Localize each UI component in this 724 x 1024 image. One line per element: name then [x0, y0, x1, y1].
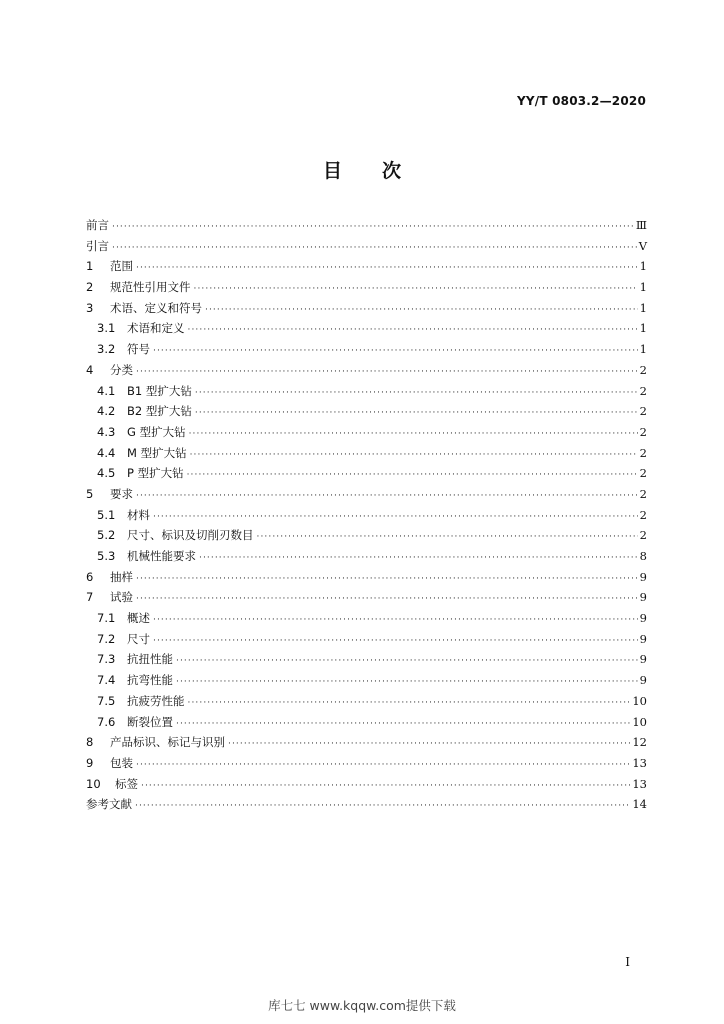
toc-entry[interactable] [86, 215, 647, 236]
toc-entry-page: V [638, 238, 647, 253]
toc-entry-number: 7 [86, 590, 94, 605]
toc-entry-number: 7.6 [97, 714, 116, 729]
toc-entry-number: 8 [86, 735, 94, 750]
dot-leader [153, 610, 638, 631]
toc-entry-page: 2 [639, 445, 647, 460]
dot-leader [136, 362, 638, 383]
toc-entry-number: 9 [86, 755, 94, 770]
dot-leader [228, 734, 630, 755]
toc-entry-label: 包装 [110, 755, 133, 770]
toc-entry[interactable] [86, 277, 647, 298]
toc-entry[interactable] [86, 753, 647, 774]
toc-entry-page: 9 [639, 673, 647, 688]
toc-entry-label: 断裂位置 [127, 714, 173, 729]
toc-entry-page: 1 [639, 300, 647, 315]
dot-leader [194, 279, 638, 300]
toc-entry[interactable] [86, 236, 647, 257]
toc-entry-number: 4 [86, 362, 94, 377]
toc-entry[interactable] [86, 401, 647, 422]
toc-entry-number: 3.2 [97, 342, 116, 357]
toc-entry-label: 分类 [110, 362, 133, 377]
toc-entry[interactable] [86, 298, 647, 319]
toc-entry-number: 2 [86, 280, 94, 295]
dot-leader [176, 672, 638, 693]
dot-leader [153, 631, 638, 652]
toc-entry-page: 1 [639, 342, 647, 357]
dot-leader [141, 776, 630, 797]
toc-entry-number: 4.4 [97, 445, 116, 460]
toc-entry-label: 术语、定义和符号 [110, 300, 202, 315]
toc-entry[interactable] [86, 794, 647, 815]
toc-entry[interactable] [86, 256, 647, 277]
dot-leader [188, 693, 631, 714]
toc-entry[interactable] [86, 649, 647, 670]
toc-entry[interactable] [86, 670, 647, 691]
dot-leader [176, 651, 638, 672]
dot-leader [195, 403, 638, 424]
toc-entry-page: 9 [639, 631, 647, 646]
toc-entry-label: 产品标识、标记与识别 [110, 735, 225, 750]
toc-entry[interactable] [86, 484, 647, 505]
toc-entry-number: 7.5 [97, 693, 116, 708]
toc-entry-label: 试验 [110, 590, 133, 605]
dot-leader [205, 300, 638, 321]
toc-entry-number: 7.4 [97, 673, 116, 688]
toc-entry-page: 9 [639, 652, 647, 667]
standard-code: YY/T 0803.2—2020 [516, 94, 646, 108]
toc-entry-page: 13 [632, 755, 647, 770]
toc-entry-number: 4.5 [97, 466, 116, 481]
dot-leader [136, 755, 630, 776]
dot-leader [136, 486, 638, 507]
toc-entry-label: 前言 [86, 218, 109, 232]
toc-entry-number: 4.2 [97, 404, 116, 419]
toc-entry-page: 9 [639, 569, 647, 584]
toc-entry[interactable] [86, 567, 647, 588]
toc-entry-page: 1 [639, 280, 647, 295]
toc-entry-number: 5.3 [97, 549, 116, 563]
toc-entry-page: 2 [639, 424, 647, 439]
toc-entry-page: 10 [632, 714, 647, 729]
toc-entry-page: 13 [632, 776, 647, 791]
dot-leader [136, 569, 638, 590]
toc-entry-label: 抽样 [110, 569, 133, 584]
toc-entry[interactable] [86, 691, 647, 712]
toc-entry-number: 3.1 [97, 321, 116, 336]
toc-entry-label: 尺寸 [127, 631, 150, 646]
toc-entry-page: 14 [632, 797, 647, 812]
toc-entry-page: Ⅲ [635, 218, 647, 232]
toc-entry[interactable] [86, 546, 647, 567]
dot-leader [199, 548, 638, 569]
dot-leader [189, 424, 638, 445]
toc-entry[interactable] [86, 339, 647, 360]
toc-entry[interactable] [86, 774, 647, 795]
dot-leader [136, 258, 638, 279]
toc-entry-page: 8 [639, 549, 647, 563]
page-number: I [625, 955, 630, 969]
toc-entry[interactable] [86, 629, 647, 650]
toc-entry-number: 10 [86, 776, 101, 791]
toc-entry-number: 7.1 [97, 611, 116, 626]
toc-entry[interactable] [86, 463, 647, 484]
toc-entry-page: 2 [639, 486, 647, 501]
toc-entry[interactable] [86, 318, 647, 339]
download-watermark: 库七七 www.kqqw.com提供下载 [268, 998, 456, 1013]
dot-leader [176, 714, 630, 735]
toc-entry-page: 2 [639, 466, 647, 481]
dot-leader [153, 341, 638, 362]
dot-leader [190, 445, 638, 466]
toc-entry[interactable] [86, 712, 647, 733]
toc-entry-label: 要求 [110, 486, 133, 501]
toc-entry[interactable] [86, 443, 647, 464]
toc-entry-number: 7.3 [97, 652, 116, 667]
toc-entry-number: 5.2 [97, 528, 116, 543]
toc-entry-label: P 型扩大钻 [127, 466, 184, 481]
toc-entry-label: 抗扭性能 [127, 652, 173, 667]
toc-entry-page: 2 [639, 528, 647, 543]
toc-entry-number: 7.2 [97, 631, 116, 646]
toc-entry[interactable] [86, 381, 647, 402]
toc-entry-label: 规范性引用文件 [110, 280, 191, 295]
toc-list [86, 215, 647, 815]
toc-entry-label: 符号 [127, 342, 150, 357]
toc-entry[interactable] [86, 525, 647, 546]
toc-entry[interactable] [86, 505, 647, 526]
dot-leader [187, 465, 638, 486]
toc-entry-label: G 型扩大钻 [127, 424, 186, 439]
dot-leader [112, 217, 634, 238]
toc-entry-page: 2 [639, 362, 647, 377]
toc-entry-label: 抗弯性能 [127, 673, 173, 688]
toc-entry-page: 2 [639, 507, 647, 522]
dot-leader [195, 383, 638, 404]
toc-entry-page: 10 [632, 693, 647, 708]
toc-entry-number: 5.1 [97, 507, 116, 522]
toc-entry-page: 1 [639, 259, 647, 274]
toc-entry-label: 尺寸、标识及切削刃数目 [127, 528, 254, 543]
toc-entry[interactable] [86, 360, 647, 381]
dot-leader [112, 238, 637, 259]
toc-entry-page: 12 [632, 735, 647, 750]
toc-entry-number: 6 [86, 569, 94, 584]
toc-entry-label: 标签 [115, 776, 138, 791]
toc-entry-page: 9 [639, 611, 647, 626]
toc-entry-label: B2 型扩大钻 [127, 404, 192, 419]
toc-title-char-2: 次 [382, 160, 402, 182]
toc-entry-page: 2 [639, 383, 647, 398]
toc-entry-label: 范围 [110, 259, 133, 274]
toc-entry-number: 5 [86, 486, 94, 501]
dot-leader [135, 796, 630, 817]
toc-entry-page: 9 [639, 590, 647, 605]
dot-leader [153, 507, 638, 528]
toc-entry-label: 材料 [127, 507, 150, 522]
toc-entry-number: 4.1 [97, 383, 116, 398]
toc-entry-page: 2 [639, 404, 647, 419]
toc-entry-label: 机械性能要求 [127, 549, 196, 563]
toc-entry-label: 概述 [127, 611, 150, 626]
toc-entry-page: 1 [639, 321, 647, 336]
toc-title [0, 156, 724, 183]
dot-leader [257, 527, 638, 548]
toc-entry[interactable] [86, 732, 647, 753]
toc-entry-label: 术语和定义 [127, 321, 185, 336]
toc-entry[interactable] [86, 608, 647, 629]
dot-leader [136, 589, 638, 610]
toc-entry-label: 抗疲劳性能 [127, 693, 185, 708]
toc-entry-label: B1 型扩大钻 [127, 383, 192, 398]
toc-entry[interactable] [86, 422, 647, 443]
toc-entry-number: 4.3 [97, 424, 116, 439]
toc-entry-label: 参考文献 [86, 797, 132, 812]
dot-leader [188, 320, 638, 341]
toc-title-char-1: 目 [322, 160, 342, 182]
toc-entry-label: 引言 [86, 238, 109, 253]
toc-entry-number: 3 [86, 300, 94, 315]
toc-entry[interactable] [86, 587, 647, 608]
toc-entry-label: M 型扩大钻 [127, 445, 187, 460]
toc-entry-number: 1 [86, 259, 94, 274]
